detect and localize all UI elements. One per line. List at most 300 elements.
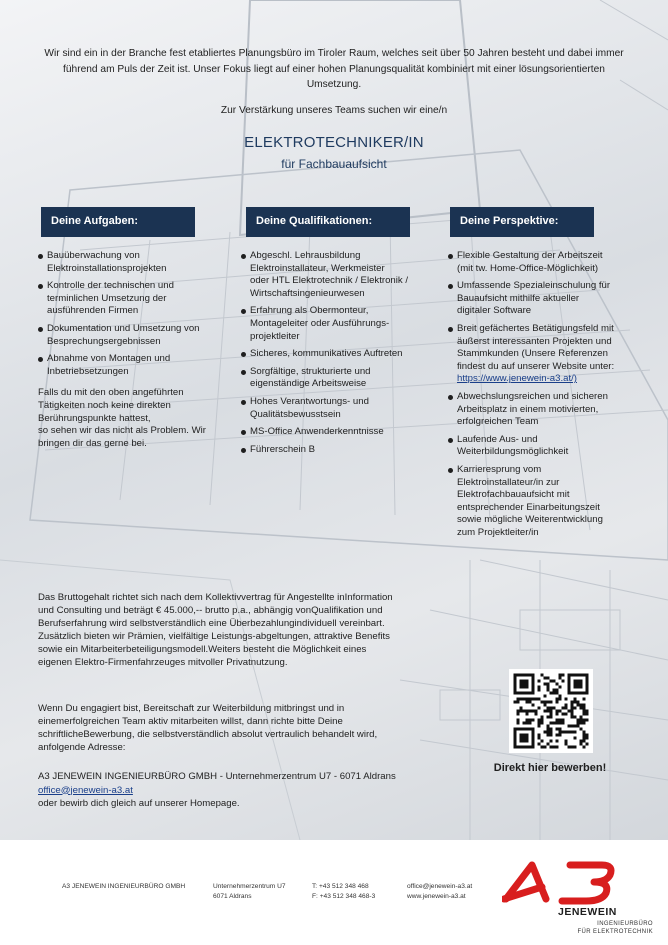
list-item: [241, 444, 436, 457]
qr-module: [559, 728, 562, 731]
qr-module: [571, 704, 574, 707]
qr-module: [556, 713, 559, 716]
qr-module: [514, 692, 517, 695]
qr-module: [559, 677, 562, 680]
qr-module: [559, 710, 562, 713]
list-item-line: entsprechender Einarbeitungszeit: [457, 501, 600, 513]
qr-module: [574, 716, 577, 719]
qr-module: [568, 689, 571, 692]
qr-module: [514, 737, 517, 740]
qr-module: [532, 743, 535, 746]
qr-module: [538, 725, 541, 728]
list-item-line: Elektroinstallationsprojekten: [47, 262, 167, 274]
qr-module: [514, 734, 517, 737]
list-item-line: Führerschein B: [250, 443, 316, 455]
qr-module: [517, 719, 520, 722]
list-item-line: Elektroinstallateur, Werkmeister: [250, 262, 385, 274]
qr-module: [562, 722, 565, 725]
logo-subtitle: [553, 920, 653, 936]
qr-module: [562, 719, 565, 722]
qr-module: [559, 722, 562, 725]
qr-module: [550, 692, 553, 695]
text-line: Das Bruttogehalt richtet sich nach dem Kollektivvertrag für Angestellte in: [38, 592, 345, 603]
qr-module: [541, 716, 544, 719]
qr-module: [574, 731, 577, 734]
qr-module: [547, 710, 550, 713]
footer-web[interactable]: www.jenewein-a3.at: [407, 892, 466, 900]
list-item: [448, 464, 638, 540]
qr-module: [583, 692, 586, 695]
qr-module: [532, 698, 535, 701]
qr-module: [556, 734, 559, 737]
list-item-line: projektleiter: [250, 330, 300, 342]
qr-module: [547, 743, 550, 746]
email-link[interactable]: office@jenewein-a3.at: [38, 784, 133, 796]
qr-module: [556, 692, 559, 695]
qr-module: [547, 686, 550, 689]
qr-module: [532, 689, 535, 692]
logo-three-shape: [562, 865, 611, 901]
qr-module: [538, 722, 541, 725]
list-item: [241, 426, 436, 439]
logo-sub-line: INGENIEURBÜRO: [597, 921, 653, 927]
qr-module: [559, 731, 562, 734]
footer-fax: F: +43 512 348 468-3: [312, 892, 376, 900]
qr-module: [526, 740, 529, 743]
qr-module: [538, 743, 541, 746]
qr-module: [523, 722, 526, 725]
list-item-line: Erfahrung als Obermonteur,: [250, 305, 369, 317]
qr-code[interactable]: [509, 669, 593, 753]
text-line: folgende Adresse:: [48, 742, 126, 753]
qr-module: [568, 680, 571, 683]
column-qualifikationen: [241, 250, 436, 461]
qr-module: [532, 683, 535, 686]
qr-module: [583, 737, 586, 740]
qr-module: [556, 719, 559, 722]
qr-module: [568, 725, 571, 728]
qr-module: [544, 731, 547, 734]
qr-module: [529, 746, 532, 749]
qr-module: [535, 698, 538, 701]
qr-module: [538, 734, 541, 737]
list-item-line: Abwechslungsreichen und sicheren: [457, 390, 608, 402]
qr-module: [562, 680, 565, 683]
qr-module: [565, 743, 568, 746]
qr-module: [586, 743, 589, 746]
qr-module: [574, 686, 577, 689]
qr-module: [574, 707, 577, 710]
list-item-line: findest du auf unserer Website unter:: [457, 360, 615, 372]
qr-module: [580, 704, 583, 707]
qr-module: [574, 701, 577, 704]
text-line: voller Privatnutzung.: [200, 657, 288, 668]
qr-module: [583, 674, 586, 677]
qr-module: [538, 719, 541, 722]
qr-module: [550, 707, 553, 710]
qr-module: [517, 710, 520, 713]
qr-module: [562, 731, 565, 734]
qr-module: [529, 710, 532, 713]
list-item-line: äußerst interessanten Projekten und: [457, 335, 612, 347]
qr-module: [529, 701, 532, 704]
intro-line: führend am Puls der Zeit ist. Unser Fokus liegt auf einer hohen Planungsqualität kombiniert mit einer lösungsorientierten: [63, 63, 605, 75]
qr-module: [538, 680, 541, 683]
qr-module: [532, 719, 535, 722]
qr-module: [583, 719, 586, 722]
header-aufgaben: Deine Aufgaben:: [41, 207, 195, 237]
qr-module: [520, 698, 523, 701]
qr-module: [583, 722, 586, 725]
list-item-line: Umfassende Spezialeinschulung für: [457, 280, 611, 292]
qr-module: [568, 683, 571, 686]
footer-street: Unternehmerzentrum U7: [213, 883, 286, 890]
qr-module: [517, 698, 520, 701]
qr-module: [544, 701, 547, 704]
list-item-line: Inbetriebsetzungen: [47, 365, 129, 377]
qr-module: [514, 686, 517, 689]
job-title: ELEKTROTECHNIKER/IN: [244, 134, 424, 151]
logo-name: JENEWEIN: [558, 906, 617, 918]
qr-module: [529, 728, 532, 731]
qr-module: [526, 746, 529, 749]
intro-line: Umsetzung.: [306, 79, 362, 91]
qr-module: [532, 740, 535, 743]
qr-module: [523, 698, 526, 701]
qr-module: [532, 677, 535, 680]
qr-module: [523, 683, 526, 686]
text-line: Tätigkeiten noch keine direkten: [38, 399, 171, 411]
list-item-line: Wirtschaftsingenieurwesen: [250, 287, 365, 299]
qr-module: [544, 677, 547, 680]
qr-module: [577, 674, 580, 677]
qr-module: [532, 692, 535, 695]
list-item: [448, 280, 638, 318]
list-item-line: Dokumentation und Umsetzung von: [47, 322, 200, 334]
qr-module: [526, 701, 529, 704]
qr-module: [544, 746, 547, 749]
qr-module: [526, 713, 529, 716]
qr-module: [538, 737, 541, 740]
text-line: individuell vereinbart. Zusätzlich bieten wir Prämien, vielfältige Leistungs-: [38, 618, 385, 642]
qr-module: [568, 746, 571, 749]
qr-module: [550, 701, 553, 704]
qr-module: [580, 743, 583, 746]
list-item-line: MS-Office Anwenderkenntnisse: [250, 426, 384, 438]
footer-phone: T: +43 512 348 468: [312, 883, 369, 890]
qr-module: [535, 713, 538, 716]
qr-module: [550, 713, 553, 716]
qr-module: [574, 746, 577, 749]
qr-module: [547, 731, 550, 734]
qr-module: [583, 707, 586, 710]
list-item-line: Flexible Gestaltung der Arbeitszeit: [457, 250, 603, 261]
qr-module: [583, 713, 586, 716]
qr-module: [577, 680, 580, 683]
qr-module: [520, 707, 523, 710]
qr-module: [547, 716, 550, 719]
list-item-line: digitaler Software: [457, 305, 532, 317]
qr-module: [583, 698, 586, 701]
list-item: [241, 396, 436, 421]
list-item: [38, 250, 220, 275]
text-line: Berührungspunkte hattest,: [38, 412, 151, 424]
list-item: [241, 366, 436, 391]
qr-module: [580, 686, 583, 689]
footer-city: 6071 Aldrans: [213, 892, 252, 900]
qr-module: [586, 680, 589, 683]
list-item: [38, 323, 220, 348]
qr-module: [580, 716, 583, 719]
qr-module: [514, 677, 517, 680]
qr-module: [523, 740, 526, 743]
qr-module: [529, 674, 532, 677]
qr-module: [538, 689, 541, 692]
qr-module: [547, 677, 550, 680]
qr-module: [517, 728, 520, 731]
intro-text: [30, 46, 638, 118]
qr-module: [577, 719, 580, 722]
qr-module: [583, 740, 586, 743]
qr-module: [550, 680, 553, 683]
qr-module: [577, 704, 580, 707]
list-item-line: Elektroinstallateur/in zur: [457, 476, 560, 488]
qr-module: [571, 713, 574, 716]
footer-contact: [407, 882, 472, 901]
qr-module: [556, 746, 559, 749]
list-item-line: Sicheres, kommunikatives Auftreten: [250, 348, 403, 360]
qr-module: [565, 698, 568, 701]
qr-module: [559, 719, 562, 722]
text-line: so sehen wir das nicht als Problem. Wir: [38, 425, 206, 437]
qr-module: [526, 734, 529, 737]
address-block: [38, 770, 438, 811]
qr-module: [559, 734, 562, 737]
aufgaben-list: [38, 250, 220, 378]
list-item: [241, 348, 436, 361]
qr-module: [580, 740, 583, 743]
qr-module: [532, 746, 535, 749]
qr-module: [556, 722, 559, 725]
qr-module: [520, 710, 523, 713]
qr-module: [514, 674, 517, 677]
qr-module: [520, 746, 523, 749]
qr-module: [532, 731, 535, 734]
qr-module: [553, 722, 556, 725]
footer-email[interactable]: office@jenewein-a3.at: [407, 883, 473, 890]
qr-module: [514, 728, 517, 731]
qr-module: [583, 704, 586, 707]
qr-module: [556, 701, 559, 704]
qr-module: [523, 686, 526, 689]
list-item-line: erfolgreichen Team: [457, 416, 539, 428]
qr-module: [553, 689, 556, 692]
qr-module: [517, 713, 520, 716]
salary-paragraph: [38, 591, 398, 669]
text-line: erfolgreichen Team aktiv mitarbeiten willst, dann richte bitte Deine schriftliche: [38, 716, 343, 740]
qr-module: [586, 689, 589, 692]
qr-module: [571, 716, 574, 719]
header-perspektive: Deine Perspektive:: [450, 207, 594, 237]
qr-module: [520, 728, 523, 731]
text-line: bringen dir das gerne bei.: [38, 437, 147, 449]
qr-module: [514, 731, 517, 734]
qr-module: [574, 698, 577, 701]
qr-module: [577, 701, 580, 704]
aufgaben-note: [38, 387, 220, 450]
qr-module: [547, 689, 550, 692]
qr-module: [523, 737, 526, 740]
list-item-line: sowie mögliche Weiterentwicklung: [457, 514, 603, 526]
qr-module: [571, 701, 574, 704]
qr-module: [568, 731, 571, 734]
qr-module: [574, 725, 577, 728]
qr-module: [550, 710, 553, 713]
text-line: Bewerbung, die selbstverständlich absolut vertraulich behandelt wird, an: [38, 729, 378, 753]
list-item-line: Montageleiter oder Ausführungs-: [250, 317, 390, 329]
logo-sub-line: FÜR ELEKTROTECHNIK: [577, 929, 653, 935]
list-item-line: Karrieresprung vom: [457, 463, 542, 475]
qr-module: [520, 737, 523, 740]
qr-module: [571, 674, 574, 677]
qr-module: [523, 734, 526, 737]
qr-module: [553, 692, 556, 695]
qr-module: [574, 680, 577, 683]
qr-module: [538, 698, 541, 701]
qr-module: [547, 683, 550, 686]
qr-module: [523, 692, 526, 695]
qr-module: [550, 716, 553, 719]
qr-module: [526, 674, 529, 677]
qr-module: [526, 686, 529, 689]
qr-module: [562, 674, 565, 677]
footer-company: A3 JENEWEIN INGENIEURBÜRO GMBH: [62, 883, 186, 890]
qr-module: [547, 725, 550, 728]
website-link[interactable]: https://www.jenewein-a3.at/): [457, 373, 577, 385]
qr-module: [580, 722, 583, 725]
qr-module: [520, 674, 523, 677]
qr-module: [583, 746, 586, 749]
footer-phones: [312, 882, 375, 901]
list-item: [448, 434, 638, 459]
qr-module: [559, 698, 562, 701]
list-item-line: zum Projektleiter/in: [457, 526, 539, 538]
list-item-line: Breit gefächertes Betätigungsfeld mit: [457, 322, 614, 334]
qr-module: [586, 710, 589, 713]
qr-module: [526, 728, 529, 731]
list-item: [38, 353, 220, 378]
qr-module: [565, 731, 568, 734]
qr-module: [541, 740, 544, 743]
qr-module: [559, 686, 562, 689]
qr-module: [526, 692, 529, 695]
qr-module: [520, 683, 523, 686]
qr-module: [586, 677, 589, 680]
footer-address: [213, 882, 286, 901]
qr-label: Direkt hier bewerben!: [493, 762, 607, 774]
list-item: [241, 250, 436, 300]
text-line: Wenn Du engagiert bist, Bereitschaft zur Weiterbildung mitbringst und in einem: [38, 703, 345, 727]
list-item-line: Besprechungsergebnissen: [47, 335, 161, 347]
qr-module: [541, 701, 544, 704]
qr-module: [586, 686, 589, 689]
qr-module: [532, 686, 535, 689]
qr-module: [538, 686, 541, 689]
qr-module: [517, 674, 520, 677]
homepage-line: oder bewirb dich gleich auf unserer Homepage.: [38, 798, 240, 809]
text-line: Weiters besteht die Möglichkeit eines eigenen Elektro-Firmenfahrzeuges mit: [38, 644, 367, 668]
qr-module: [580, 680, 583, 683]
qr-module: [541, 722, 544, 725]
qr-module: [556, 710, 559, 713]
qualifikationen-list: [241, 250, 436, 456]
list-item-line: Bauaufsicht mithilfe aktueller: [457, 292, 580, 304]
list-item: [241, 305, 436, 343]
list-item-line: eigenständige Arbeitsweise: [250, 378, 367, 390]
qr-module: [586, 674, 589, 677]
qr-module: [583, 731, 586, 734]
qr-module: [568, 692, 571, 695]
qr-module: [580, 692, 583, 695]
qr-module: [559, 695, 562, 698]
list-item: [448, 323, 638, 386]
qr-module: [523, 710, 526, 713]
list-item-line: Weiterbildungsmöglichkeit: [457, 446, 569, 458]
qr-module: [514, 680, 517, 683]
qr-module: [577, 686, 580, 689]
qr-module: [514, 740, 517, 743]
qr-module: [571, 707, 574, 710]
qr-module: [580, 674, 583, 677]
qr-module: [550, 734, 553, 737]
qr-module: [571, 731, 574, 734]
qr-module: [526, 737, 529, 740]
qr-module: [565, 713, 568, 716]
qr-module: [577, 725, 580, 728]
qr-module: [517, 746, 520, 749]
list-item-line: Kontrolle der technischen und: [47, 280, 174, 292]
list-item-line: Abgeschl. Lehrausbildung: [250, 250, 361, 261]
qr-module: [580, 683, 583, 686]
qr-module: [544, 695, 547, 698]
qr-module: [541, 674, 544, 677]
list-item-line: ausführenden Firmen: [47, 305, 139, 317]
qr-module: [553, 680, 556, 683]
qr-module: [547, 707, 550, 710]
qr-module: [526, 719, 529, 722]
list-item: [448, 250, 638, 275]
qr-module: [568, 677, 571, 680]
qr-module: [577, 692, 580, 695]
qr-module: [532, 728, 535, 731]
qr-module: [541, 719, 544, 722]
list-item-line: Hohes Verantwortungs- und: [250, 395, 369, 407]
list-item-line: Qualitätsbewusstsein: [250, 408, 341, 420]
qr-module: [526, 722, 529, 725]
qr-module: [577, 683, 580, 686]
qr-module: [523, 746, 526, 749]
qr-code-graphic: [509, 669, 593, 753]
qr-module: [550, 746, 553, 749]
text-line: abgeltungen, attraktive Benefits sowie ein Mitarbeiterbeteiligungsmodell.: [38, 631, 390, 655]
qr-module: [565, 707, 568, 710]
qr-module: [571, 746, 574, 749]
qr-module: [571, 692, 574, 695]
qr-module: [517, 722, 520, 725]
qr-module: [586, 719, 589, 722]
qr-module: [520, 680, 523, 683]
address-line: A3 JENEWEIN INGENIEURBÜRO GMBH - Unternehmerzentrum U7 - 6071 Aldrans: [38, 771, 396, 782]
